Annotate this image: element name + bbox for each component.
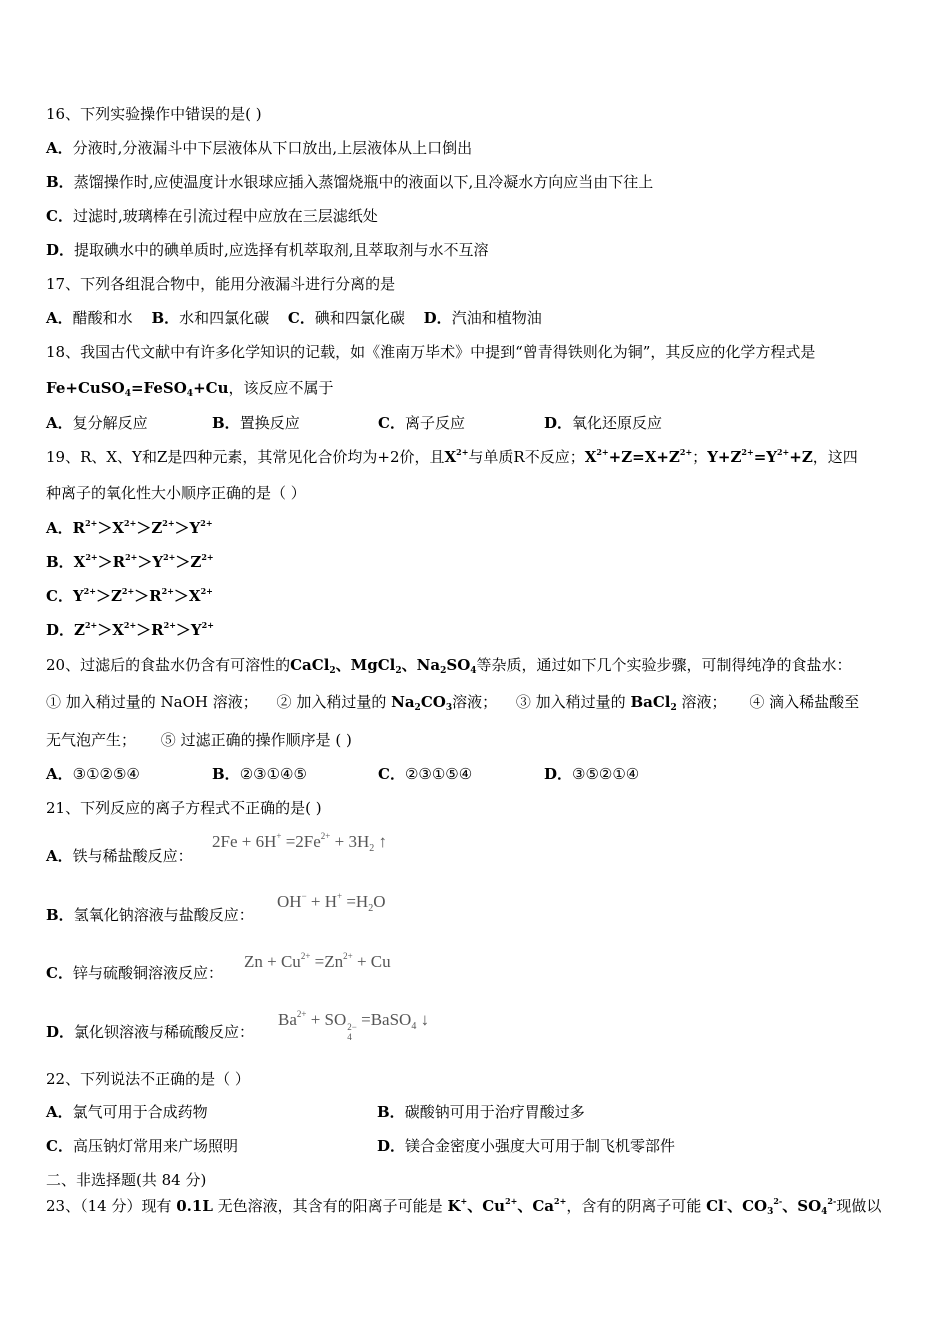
- q21-d-formula: $Ba^{2+}$ + SO 2− 4 =BaSO$_4$ ↓: [278, 1009, 430, 1042]
- q22-b-text: 碳酸钠可用于治疗胃酸过多: [404, 1103, 585, 1121]
- q17-options: A．醋酸和水 B．水和四氯化碳 C．碘和四氯化碳 D．汽油和植物油: [46, 309, 542, 327]
- q16-title: 16、下列实验操作中错误的是( ): [46, 105, 262, 123]
- q23-end: 现做以: [836, 1197, 882, 1215]
- q19-title: 19、R、X、Y和Z是四种元素，其常见化合价均为+2价，且$X^{2+}$与单质R不反应；$X^{2+}+Z=X+Z^{2+}$；$Y+Z^{2+}=Y^{2+}+Z$，这四: [46, 447, 858, 466]
- q22-d-text: 镁合金密度小强度大可用于制飞机零部件: [405, 1137, 676, 1155]
- q18-equation: Fe+CuSO$_4$=FeSO$_4$+Cu: [46, 379, 229, 399]
- q18-d-text: 氧化还原反应: [572, 414, 663, 432]
- q21-a-text: 铁与稀盐酸反应：: [72, 847, 193, 865]
- q20-b-text: ②③①④⑤: [239, 765, 307, 783]
- q20-step3b: 溶液；: [681, 693, 727, 711]
- q21-a-formula: $2Fe + 6H^+ =2Fe^{2+} + 3H_2$ ↑: [212, 831, 387, 854]
- q19-line2: 种离子的氧化性大小顺序正确的是（ ）: [46, 484, 306, 502]
- q22-options-ab: A．氯气可用于合成药物 B．碳酸钠可用于治疗胃酸过多: [46, 1103, 585, 1121]
- q18-title: 18、我国古代文献中有许多化学知识的记载，如《淮南万毕术》中提到“曾青得铁则化为铜”，其反应的化学方程式是: [46, 343, 816, 361]
- q17-title: 17、下列各组混合物中，能用分液漏斗进行分离的是: [46, 275, 396, 293]
- q22-title: 22、下列说法不正确的是（ ）: [46, 1070, 250, 1088]
- q18-equation-line: [46, 378, 334, 398]
- q23-text: 23、（14 分）现有 0.1L 无色溶液，其含有的阳离子可能是 K+、$Cu^{2+}$、$Ca^{2+}$，含有的阴离子可能 Cl-、$CO_3^{2-}$、$SO_4^{2-}$现做以: [46, 1196, 882, 1217]
- q20-options: A．③①②⑤④ B．②③①④⑤ C．②③①⑤④ D．③⑤②①④: [46, 765, 640, 783]
- q22-c-text: 高压钠灯常用来广场照明: [72, 1137, 238, 1155]
- q21-d-text: 氯化钡溶液与稀硫酸反应：: [74, 1023, 255, 1041]
- q23-volume: 0.1L: [176, 1197, 213, 1215]
- q20-step1: ① 加入稍过量的 NaOH 溶液；: [46, 693, 258, 711]
- q22-a-text: 氯气可用于合成药物: [72, 1103, 208, 1121]
- q16-option-d: D．提取碘水中的碘单质时,应选择有机萃取剂,且萃取剂与水不互溶: [46, 241, 489, 259]
- q20-steps-line2: [46, 730, 352, 750]
- q20-step2a: ② 加入稍过量的: [276, 693, 387, 711]
- q20-step2b: 溶液；: [452, 693, 498, 711]
- q19-option-d: D．$Z^{2+}>X^{2+}>R^{2+}>Y^{2+}$: [46, 620, 214, 639]
- q20-d-text: ③⑤②①④: [572, 765, 640, 783]
- q20-step3a: ③ 加入稍过量的: [515, 693, 626, 711]
- q19-tail: ，这四: [812, 448, 858, 466]
- q20-step4: ④ 滴入稀盐酸至: [749, 693, 860, 711]
- q16-option-a: A．分液时,分液漏斗中下层液体从下口放出,上层液体从上口倒出: [46, 139, 473, 157]
- q20-title: 20、过滤后的食盐水仍含有可溶性的CaCl$_2$、MgCl$_2$、$Na_2SO_4$等杂质，通过如下几个实验步骤，可制得纯净的食盐水：: [46, 656, 852, 676]
- q16-d-text: 提取碘水中的碘单质时,应选择有机萃取剂,且萃取剂与水不互溶: [74, 241, 489, 259]
- q16-option-b: B．蒸馏操作时,应使温度计水银球应插入蒸馏烧瓶中的液面以下,且冷凝水方向应当由下往上: [46, 173, 654, 191]
- section-heading: 二、非选择题(共 84 分): [46, 1171, 207, 1189]
- q21-title: 21、下列反应的离子方程式不正确的是( ): [46, 799, 322, 817]
- q19-option-a: A．$R^{2+}>X^{2+}>Z^{2+}>Y^{2+}$: [46, 518, 213, 537]
- q21-option-d: D．氯化钡溶液与稀硫酸反应：: [46, 1023, 255, 1041]
- q23-mid: 无色溶液，其含有的阳离子可能是: [217, 1197, 443, 1215]
- q18-eq-tail: ，该反应不属于: [228, 379, 334, 397]
- q18-c-text: 离子反应: [404, 414, 465, 432]
- q21-option-b: B．氢氧化钠溶液与盐酸反应：: [46, 906, 254, 924]
- q19-title-mid: 与单质R不反应；: [468, 448, 585, 466]
- q18-a-text: 复分解反应: [72, 414, 148, 432]
- q17-a-text: 醋酸和水: [72, 309, 133, 327]
- q20-c-text: ②③①⑤④: [404, 765, 473, 783]
- q20-a-text: ③①②⑤④: [72, 765, 140, 783]
- q21-option-a: A．铁与稀盐酸反应：: [46, 847, 193, 865]
- q20-title-end: 等杂质，通过如下几个实验步骤，可制得纯净的食盐水：: [476, 656, 852, 674]
- q23-mid2: ，含有的阴离子可能: [566, 1197, 702, 1215]
- q16-option-c: C．过滤时,玻璃棒在引流过程中应放在三层滤纸处: [46, 207, 378, 225]
- q17-c-text: 碘和四氯化碳: [314, 309, 405, 327]
- q22-options-cd: C．高压钠灯常用来广场照明 D．镁合金密度小强度大可用于制飞机零部件: [46, 1137, 676, 1155]
- q17-d-text: 汽油和植物油: [451, 309, 542, 327]
- q19-option-b: B．$X^{2+}>R^{2+}>Y^{2+}>Z^{2+}$: [46, 552, 214, 571]
- q21-c-text: 锌与硫酸铜溶液反应：: [72, 964, 223, 982]
- q19-title-start: 19、R、X、Y和Z是四种元素，其常见化合价均为+2价，且: [46, 448, 445, 466]
- q20-step5: ⑤ 过滤正确的操作顺序是 ( ): [160, 731, 352, 749]
- q16-a-text: 分液时,分液漏斗中下层液体从下口放出,上层液体从上口倒出: [72, 139, 473, 157]
- q21-c-formula: $Zn + Cu^{2+} =Zn^{2+} + Cu$: [244, 951, 391, 971]
- q20-steps: ① 加入稍过量的 NaOH 溶液； ② 加入稍过量的 $Na_2CO_3$溶液； ③ 加入稍过量的 BaCl$_2$ 溶液； ④ 滴入稀盐酸至: [46, 693, 860, 713]
- q21-b-text: 氢氧化钠溶液与盐酸反应：: [73, 906, 254, 924]
- q20-title-start: 20、过滤后的食盐水仍含有可溶性的: [46, 656, 291, 674]
- q16-c-text: 过滤时,玻璃棒在引流过程中应放在三层滤纸处: [72, 207, 378, 225]
- q23-start: 23、（14 分）现有: [46, 1197, 172, 1215]
- q18-options: A．复分解反应 B．置换反应 C．离子反应 D．氧化还原反应: [46, 414, 663, 432]
- q16-b-text: 蒸馏操作时,应使温度计水银球应插入蒸馏烧瓶中的液面以下,且冷凝水方向应当由下往上: [73, 173, 654, 191]
- q21-b-formula: $OH^- + H^+ =H_2O$: [277, 891, 386, 914]
- q20-step4b: 无气泡产生；: [46, 731, 137, 749]
- q19-option-c: C．$Y^{2+}>Z^{2+}>R^{2+}>X^{2+}$: [46, 586, 213, 605]
- q17-b-text: 水和四氯化碳: [179, 309, 270, 327]
- q21-option-c: C．锌与硫酸铜溶液反应：: [46, 964, 223, 982]
- q18-b-text: 置换反应: [239, 414, 300, 432]
